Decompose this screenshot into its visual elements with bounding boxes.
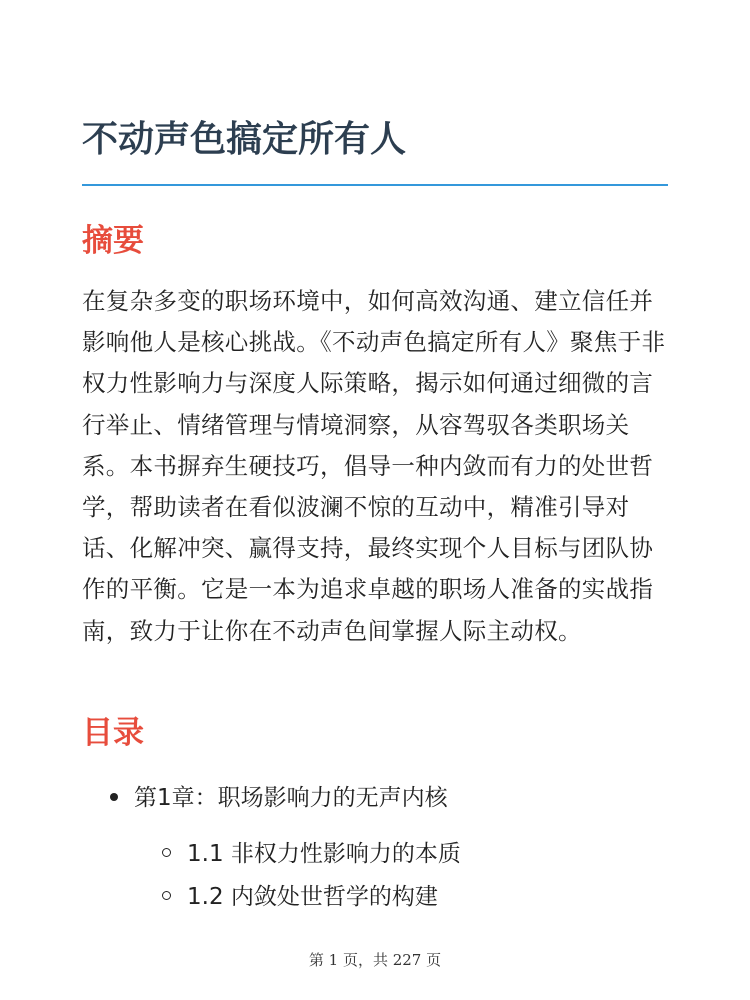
toc-section-item bbox=[162, 881, 438, 913]
toc-chapter-label: 第1章：职场影响力的无声内核 bbox=[134, 785, 448, 811]
bullet-circle-icon bbox=[162, 848, 171, 857]
toc-section-label: 1.1 非权力性影响力的本质 bbox=[187, 841, 461, 867]
toc-heading: 目录 bbox=[82, 715, 144, 751]
abstract-text: 在复杂多变的职场环境中，如何高效沟通、建立信任并影响他人是核心挑战。《不动声色搞定所有人》聚焦于非权力性影响力与深度人际策略，揭示如何通过细微的言行举止、情绪管理与情境洞察，从容驾驭各类职场关系。本书摒弃生硬技巧，倡导一种内敛而有力的处世哲学，帮助读者在看似波澜不惊的互动中，精准引导对话、化解冲突、赢得支持，最终实现个人目标与团队协作的平衡。它是一本为追求卓越的职场人准备的实战指南，致力于让你在不动声色间掌握人际主动权。 bbox=[82, 287, 666, 645]
toc-section-label: 1.2 内敛处世哲学的构建 bbox=[187, 884, 438, 910]
toc-chapter-item bbox=[110, 782, 448, 814]
abstract-heading: 摘要 bbox=[82, 223, 144, 259]
document-title: 不动声色搞定所有人 bbox=[82, 119, 407, 160]
title-divider bbox=[82, 184, 668, 186]
bullet-disc-icon bbox=[110, 793, 118, 801]
bullet-circle-icon bbox=[162, 891, 171, 900]
toc-section-item bbox=[162, 838, 461, 870]
page-footer: 第 1 页，共 227 页 bbox=[308, 951, 442, 969]
